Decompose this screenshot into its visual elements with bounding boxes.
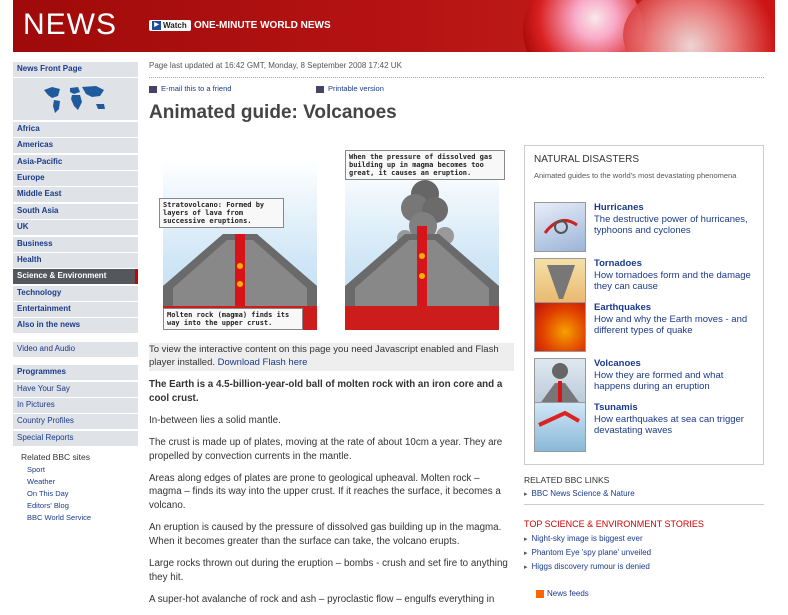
- nav-country-profiles[interactable]: Country Profiles: [13, 414, 138, 429]
- email-link-label: E-mail this to a friend: [161, 84, 232, 93]
- email-link[interactable]: [149, 84, 231, 93]
- nav-americas[interactable]: Americas: [13, 138, 138, 153]
- top-story-link[interactable]: [524, 562, 764, 571]
- flash-notice-text: To view the interactive content on this page you need Javascript enabled and Flash player installed.: [149, 344, 499, 368]
- tsunami-icon: [534, 402, 586, 452]
- disaster-desc: How tornadoes form and the damage they can cause: [594, 269, 751, 293]
- masthead-banner: [13, 0, 775, 52]
- news-logo[interactable]: NEWS: [23, 8, 117, 41]
- nav-uk[interactable]: UK: [13, 220, 138, 235]
- nav-technology[interactable]: Technology: [13, 286, 138, 301]
- print-link[interactable]: [316, 84, 384, 93]
- nav-middle-east[interactable]: Middle East: [13, 187, 138, 202]
- last-updated: Page last updated at 16:42 GMT, Monday, 8 September 2008 17:42 UK: [149, 61, 402, 70]
- nav-have-your-say[interactable]: Have Your Say: [13, 382, 138, 397]
- top-stories-title: TOP SCIENCE & ENVIRONMENT STORIES: [524, 519, 704, 529]
- stratovolcano-callout: Stratovolcano: Formed by layers of lava from successive eruptions.: [159, 198, 284, 228]
- nav-business[interactable]: Business: [13, 237, 138, 252]
- related-site-editors-blog[interactable]: Editors' Blog: [27, 500, 69, 510]
- related-bbc-heading: Related BBC sites: [21, 451, 90, 462]
- nav-health[interactable]: Health: [13, 253, 138, 268]
- hurricane-icon: [534, 202, 586, 252]
- news-feeds-link[interactable]: [536, 589, 589, 598]
- world-map-icon: [40, 82, 110, 116]
- related-link-label: BBC News Science & Nature: [531, 489, 635, 498]
- nav-video-audio[interactable]: Video and Audio: [13, 342, 138, 357]
- related-site-bbc-world-service[interactable]: BBC World Service: [27, 512, 92, 522]
- nav-south-asia[interactable]: South Asia: [13, 204, 138, 219]
- related-links-title: RELATED BBC LINKS: [524, 475, 610, 485]
- disaster-title: Tornadoes: [594, 258, 642, 269]
- eruption-callout: When the pressure of dissolved gas building up in magma becomes too great, it causes an eruption.: [345, 150, 505, 180]
- nav-entertainment[interactable]: Entertainment: [13, 302, 138, 317]
- article-paragraph: Large rocks thrown out during the eruption – bombs - crush and set fire to anything they hit.: [149, 558, 508, 583]
- magma-layer-erupting: [345, 306, 499, 330]
- article-body: [149, 378, 514, 615]
- nav-special-reports[interactable]: Special Reports: [13, 431, 138, 446]
- disaster-title: Hurricanes: [594, 202, 644, 213]
- left-navigation: [13, 62, 138, 522]
- rss-icon: [536, 590, 544, 598]
- related-site-on-this-day[interactable]: On This Day: [27, 488, 69, 498]
- disaster-desc: The destructive power of hurricanes, typhoons and cyclones: [594, 213, 748, 237]
- top-story-label: Night-sky image is biggest ever: [531, 534, 643, 543]
- volcano-cross-section-erupting: [345, 226, 499, 306]
- volcano-cross-section: [163, 226, 317, 306]
- disaster-title: Earthquakes: [594, 302, 652, 313]
- divider: [524, 504, 764, 505]
- news-feeds-label: News feeds: [547, 589, 589, 598]
- nav-programmes[interactable]: Programmes: [13, 365, 138, 380]
- related-bbc-links: [524, 475, 764, 505]
- disasters-title: NATURAL DISASTERS: [534, 154, 640, 165]
- printer-icon: [316, 86, 324, 93]
- bullet-icon: ▸: [524, 536, 528, 543]
- volcano-icon: [534, 358, 586, 408]
- article-paragraph: An eruption is caused by the pressure of dissolved gas building up in the magma. When it becomes greater than the surface can take, the volcano erupts.: [149, 522, 502, 548]
- print-link-label: Printable version: [328, 84, 384, 93]
- nav-europe[interactable]: Europe: [13, 171, 138, 186]
- related-site-sport[interactable]: Sport: [27, 464, 45, 474]
- download-flash-link[interactable]: Download Flash here: [217, 356, 308, 368]
- world-map-nav[interactable]: [13, 78, 138, 120]
- top-story-link[interactable]: [524, 534, 764, 543]
- disaster-desc: How they are formed and what happens during an eruption: [594, 369, 724, 393]
- article-lead: The Earth is a 4.5-billion-year-old ball of molten rock with an iron core and a cool crust.: [149, 379, 503, 404]
- watch-button[interactable]: [149, 20, 191, 31]
- article-paragraph: Areas along edges of plates are prone to geological upheaval. Molten rock – magma – finds its way into the upper crust. If it reaches the surface, it becomes a volcano.: [149, 472, 501, 512]
- related-link[interactable]: [524, 489, 764, 498]
- nav-science-environment[interactable]: Science & Environment: [13, 269, 138, 284]
- magma-callout: Molten rock (magma) finds its way into the upper crust.: [163, 308, 303, 330]
- related-site-weather[interactable]: Weather: [27, 476, 56, 486]
- top-story-label: Higgs discovery rumour is denied: [531, 562, 650, 571]
- article-paragraph: In-between lies a solid mantle.: [149, 414, 281, 426]
- article-paragraph: The crust is made up of plates, moving at the rate of about 10cm a year. They are propelled by convection currents in the mantle.: [149, 436, 503, 462]
- one-minute-news-link[interactable]: ONE-MINUTE WORLD NEWS: [194, 20, 331, 31]
- watch-label: Watch: [163, 21, 187, 30]
- globe-graphic-right: [623, 0, 775, 52]
- disaster-desc: How and why the Earth moves - and different types of quake: [594, 313, 748, 337]
- stratovolcano-panel: [163, 160, 317, 330]
- top-stories: [524, 519, 764, 571]
- tornado-icon: [534, 258, 586, 308]
- eruption-panel: [345, 160, 499, 330]
- top-story-link[interactable]: [524, 548, 764, 557]
- top-story-label: Phantom Eye 'spy plane' unveiled: [531, 548, 652, 557]
- disaster-desc: How earthquakes at sea can trigger devastating waves: [594, 413, 744, 437]
- disaster-title: Volcanoes: [594, 358, 641, 369]
- play-icon: ▶: [152, 21, 161, 30]
- email-icon: [149, 86, 157, 93]
- divider: [149, 77, 764, 78]
- nav-also-in-the-news[interactable]: Also in the news: [13, 318, 138, 333]
- page-title: Animated guide: Volcanoes: [149, 102, 397, 123]
- flash-notice: [149, 343, 514, 371]
- bullet-icon: ▸: [524, 491, 528, 498]
- article-paragraph: A super-hot avalanche of rock and ash – pyroclastic flow – engulfs everything in: [149, 593, 495, 605]
- disasters-subtitle: Animated guides to the world's most devastating phenomena: [534, 171, 737, 180]
- bullet-icon: ▸: [524, 564, 528, 571]
- volcano-animation: [149, 140, 514, 340]
- earthquake-icon: [534, 302, 586, 352]
- nav-in-pictures[interactable]: In Pictures: [13, 398, 138, 413]
- disaster-title: Tsunamis: [594, 402, 638, 413]
- nav-asia-pacific[interactable]: Asia-Pacific: [13, 155, 138, 170]
- nav-africa[interactable]: Africa: [13, 122, 138, 137]
- natural-disasters-panel: [524, 145, 764, 465]
- bullet-icon: ▸: [524, 550, 528, 557]
- nav-front-page[interactable]: News Front Page: [13, 62, 138, 77]
